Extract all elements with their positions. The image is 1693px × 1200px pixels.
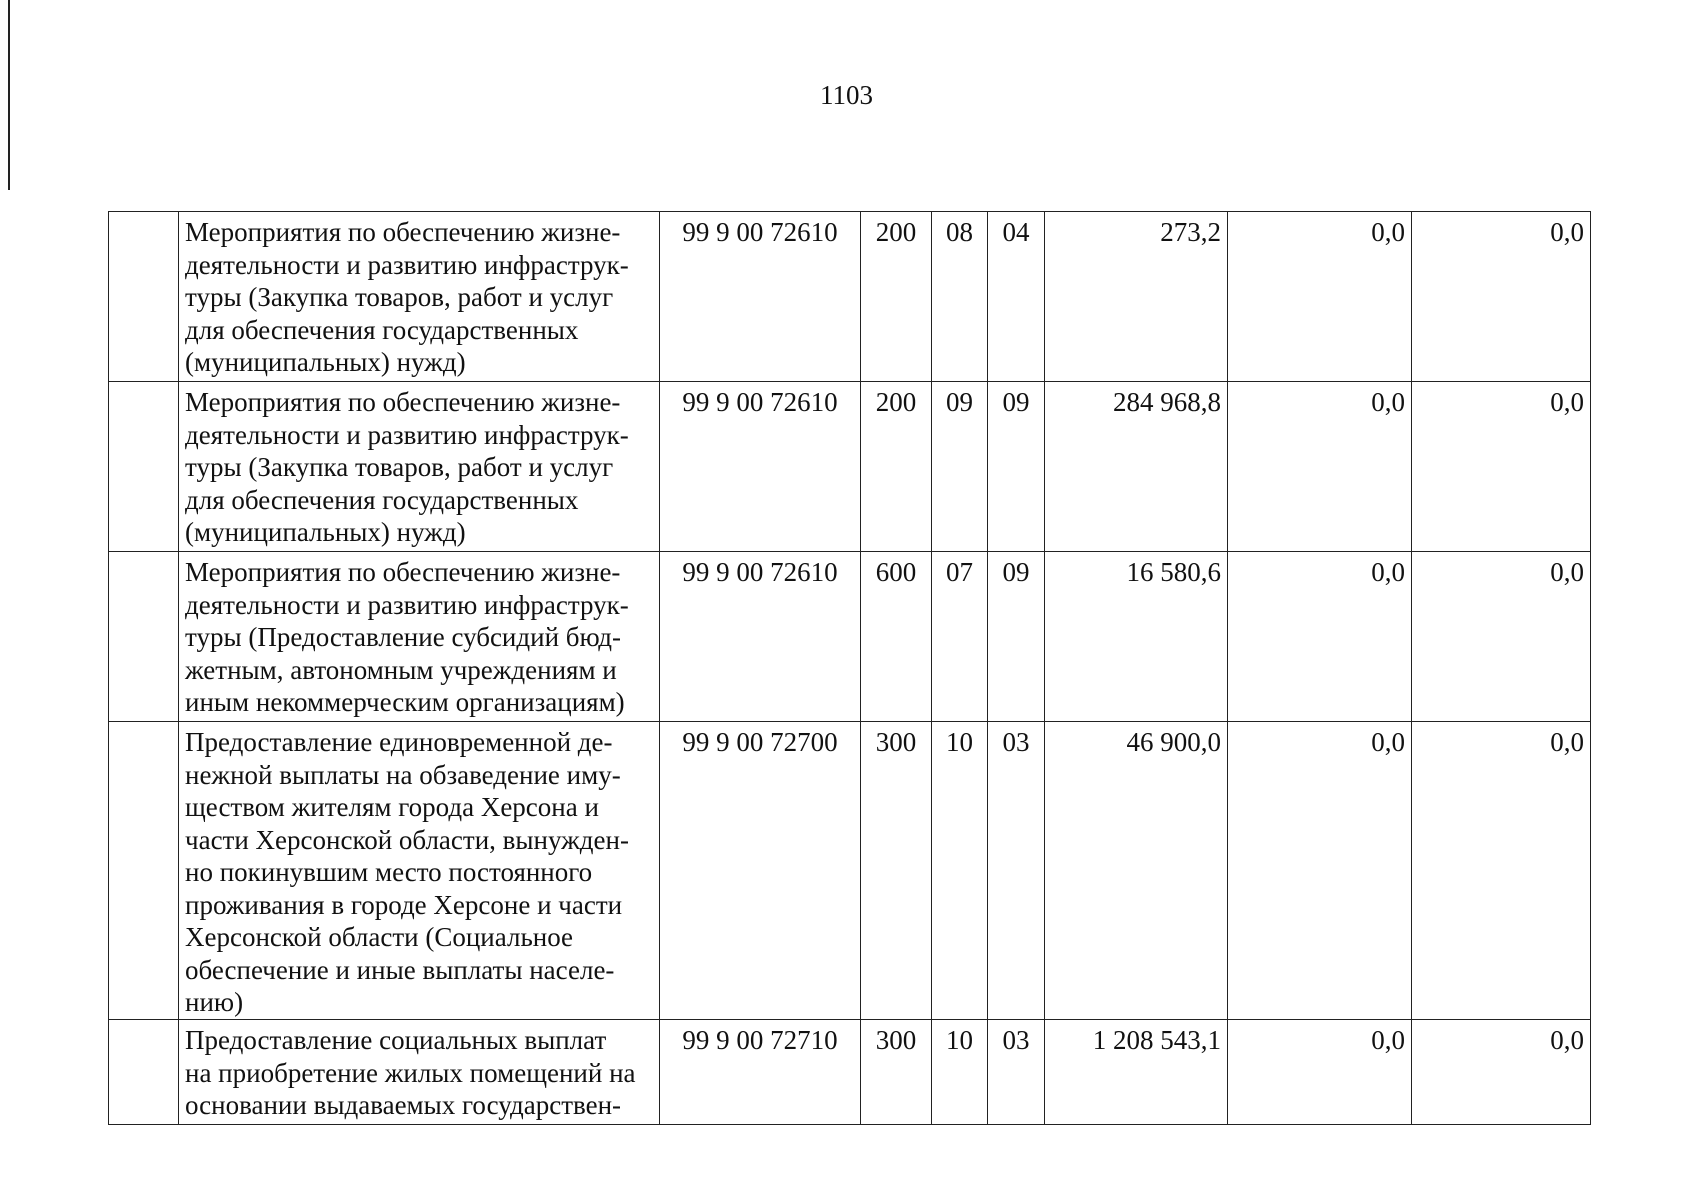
amount-2-cell: 0,0 — [1228, 552, 1412, 722]
subsection-cell: 03 — [988, 1020, 1045, 1125]
expense-type-cell: 300 — [861, 1020, 932, 1125]
table-row — [109, 1020, 1591, 1125]
description-line: туры (Закупка товаров, работ и услуг — [185, 282, 614, 312]
amount-1-cell: 1 208 543,1 — [1045, 1020, 1228, 1125]
row-number-cell — [109, 212, 179, 382]
description-line: деятельности и развитию инфраструк- — [185, 589, 629, 620]
expense-type-cell: 600 — [861, 552, 932, 722]
target-article-code-cell: 99 9 00 72710 — [660, 1020, 861, 1125]
description-line: для обеспечения государственных — [185, 484, 579, 515]
description-line: Мероприятия по обеспечению жизне- — [185, 217, 621, 247]
description-line: основании выдаваемых государствен- — [185, 1090, 622, 1120]
amount-1-cell: 16 580,6 — [1045, 552, 1228, 722]
expense-type-cell: 200 — [861, 212, 932, 382]
subsection-cell: 03 — [988, 722, 1045, 1020]
description-line: деятельности и развитию инфраструк- — [185, 419, 629, 450]
description-line: туры (Предоставление субсидий бюд- — [185, 622, 622, 652]
amount-1-cell: 284 968,8 — [1045, 382, 1228, 552]
amount-3-cell: 0,0 — [1412, 382, 1591, 552]
description-line: нежной выплаты на обзаведение иму- — [185, 759, 621, 790]
description-cell — [179, 552, 660, 722]
target-article-code-cell: 99 9 00 72700 — [660, 722, 861, 1020]
expense-type-cell: 200 — [861, 382, 932, 552]
subsection-cell: 09 — [988, 382, 1045, 552]
section-cell: 07 — [932, 552, 988, 722]
amount-3-cell: 0,0 — [1412, 722, 1591, 1020]
section-cell: 09 — [932, 382, 988, 552]
description-line: деятельности и развитию инфраструк- — [185, 249, 629, 280]
description-line: Мероприятия по обеспечению жизне- — [185, 557, 621, 587]
description-line: обеспечение и иные выплаты населе- — [185, 954, 615, 985]
subsection-cell: 04 — [988, 212, 1045, 382]
description-line: проживания в городе Херсоне и части — [185, 889, 623, 920]
table-row — [109, 552, 1591, 722]
description-cell — [179, 1020, 660, 1125]
description-line: Мероприятия по обеспечению жизне- — [185, 387, 621, 417]
description-line: Предоставление единовременной де- — [185, 727, 613, 757]
description-line: нию) — [185, 987, 244, 1017]
section-cell: 10 — [932, 1020, 988, 1125]
amount-2-cell: 0,0 — [1228, 1020, 1412, 1125]
amount-2-cell: 0,0 — [1228, 212, 1412, 382]
description-line: (муниципальных) нужд) — [185, 517, 466, 547]
amount-2-cell: 0,0 — [1228, 722, 1412, 1020]
description-line: жетным, автономным учреждениям и — [185, 654, 617, 685]
description-line: Предоставление социальных выплат — [185, 1025, 607, 1055]
table-row — [109, 722, 1591, 1020]
amount-3-cell: 0,0 — [1412, 552, 1591, 722]
amount-2-cell: 0,0 — [1228, 382, 1412, 552]
description-line: (муниципальных) нужд) — [185, 347, 466, 377]
description-line: туры (Закупка товаров, работ и услуг — [185, 452, 614, 482]
target-article-code-cell: 99 9 00 72610 — [660, 552, 861, 722]
description-cell — [179, 722, 660, 1020]
description-line: но покинувшим место постоянного — [185, 857, 593, 887]
description-line: Херсонской области (Социальное — [185, 922, 574, 952]
description-line: части Херсонской области, вынужден- — [185, 824, 629, 855]
description-line: ществом жителям города Херсона и — [185, 792, 599, 822]
row-number-cell — [109, 1020, 179, 1125]
amount-1-cell: 273,2 — [1045, 212, 1228, 382]
description-line: на приобретение жилых помещений на — [185, 1057, 636, 1088]
page-number: 1103 — [820, 80, 873, 110]
row-number-cell — [109, 552, 179, 722]
expense-type-cell: 300 — [861, 722, 932, 1020]
table-row — [109, 212, 1591, 382]
target-article-code-cell: 99 9 00 72610 — [660, 382, 861, 552]
table-row — [109, 382, 1591, 552]
amount-3-cell: 0,0 — [1412, 212, 1591, 382]
budget-table — [108, 211, 1591, 1125]
description-cell — [179, 382, 660, 552]
description-line: для обеспечения государственных — [185, 314, 579, 345]
row-number-cell — [109, 722, 179, 1020]
row-number-cell — [109, 382, 179, 552]
description-line: иным некоммерческим организациям) — [185, 687, 625, 717]
amount-3-cell: 0,0 — [1412, 1020, 1591, 1125]
subsection-cell: 09 — [988, 552, 1045, 722]
section-cell: 10 — [932, 722, 988, 1020]
target-article-code-cell: 99 9 00 72610 — [660, 212, 861, 382]
description-cell — [179, 212, 660, 382]
amount-1-cell: 46 900,0 — [1045, 722, 1228, 1020]
section-cell: 08 — [932, 212, 988, 382]
